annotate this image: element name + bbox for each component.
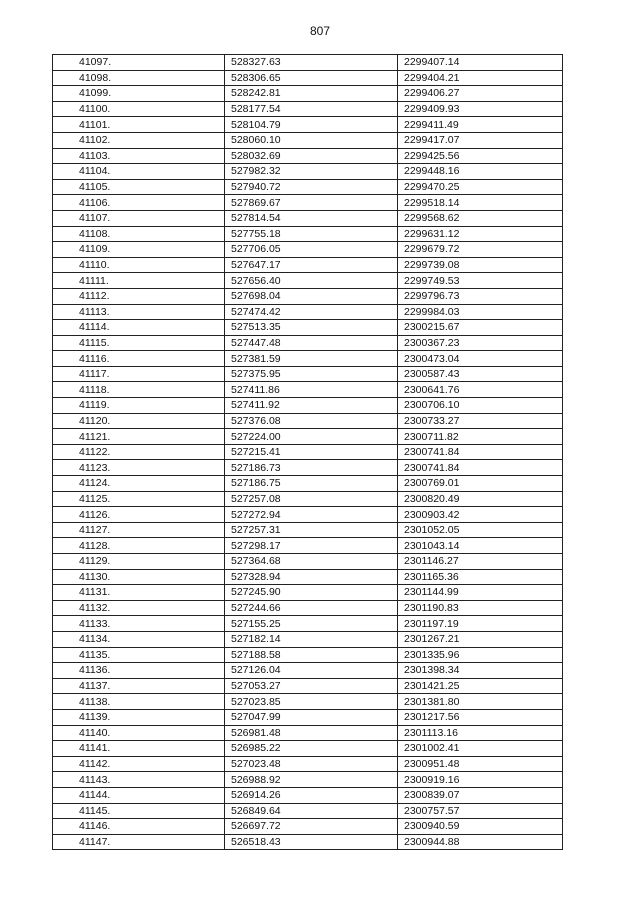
y-coordinate-cell: 2301197.19 — [398, 616, 563, 632]
point-number-cell: 41132. — [53, 600, 225, 616]
y-coordinate-cell: 2301398.34 — [398, 663, 563, 679]
page-number: 807 — [309, 24, 331, 38]
point-number-cell: 41106. — [53, 195, 225, 211]
x-coordinate-cell: 527186.75 — [225, 476, 398, 492]
x-coordinate-cell: 528306.65 — [225, 70, 398, 86]
y-coordinate-cell: 2301381.80 — [398, 694, 563, 710]
y-coordinate-cell: 2300919.16 — [398, 772, 563, 788]
x-coordinate-cell: 527328.94 — [225, 569, 398, 585]
y-coordinate-cell: 2299425.56 — [398, 148, 563, 164]
point-number-cell: 41104. — [53, 164, 225, 180]
table-row — [53, 631, 563, 647]
x-coordinate-cell: 527647.17 — [225, 257, 398, 273]
point-number-cell: 41141. — [53, 741, 225, 757]
x-coordinate-cell: 526849.64 — [225, 803, 398, 819]
x-coordinate-cell: 527215.41 — [225, 444, 398, 460]
x-coordinate-cell: 527375.95 — [225, 366, 398, 382]
table-row — [53, 164, 563, 180]
y-coordinate-cell: 2300706.10 — [398, 398, 563, 414]
x-coordinate-cell: 527474.42 — [225, 304, 398, 320]
y-coordinate-cell: 2300944.88 — [398, 834, 563, 850]
point-number-cell: 41143. — [53, 772, 225, 788]
x-coordinate-cell: 527047.99 — [225, 709, 398, 725]
point-number-cell: 41129. — [53, 554, 225, 570]
y-coordinate-cell: 2301267.21 — [398, 631, 563, 647]
y-coordinate-cell: 2300741.84 — [398, 460, 563, 476]
y-coordinate-cell: 2299411.49 — [398, 117, 563, 133]
coordinates-table — [52, 54, 563, 850]
x-coordinate-cell: 527155.25 — [225, 616, 398, 632]
x-coordinate-cell: 527298.17 — [225, 538, 398, 554]
point-number-cell: 41121. — [53, 429, 225, 445]
x-coordinate-cell: 527126.04 — [225, 663, 398, 679]
point-number-cell: 41124. — [53, 476, 225, 492]
y-coordinate-cell: 2301002.41 — [398, 741, 563, 757]
table-row — [53, 803, 563, 819]
point-number-cell: 41134. — [53, 631, 225, 647]
x-coordinate-cell: 527376.08 — [225, 413, 398, 429]
x-coordinate-cell: 528032.69 — [225, 148, 398, 164]
table-row — [53, 210, 563, 226]
y-coordinate-cell: 2299407.14 — [398, 55, 563, 71]
point-number-cell: 41117. — [53, 366, 225, 382]
point-number-cell: 41102. — [53, 132, 225, 148]
table-row — [53, 195, 563, 211]
point-number-cell: 41116. — [53, 351, 225, 367]
point-number-cell: 41120. — [53, 413, 225, 429]
point-number-cell: 41112. — [53, 288, 225, 304]
x-coordinate-cell: 527513.35 — [225, 320, 398, 336]
table-row — [53, 55, 563, 71]
point-number-cell: 41122. — [53, 444, 225, 460]
y-coordinate-cell: 2300769.01 — [398, 476, 563, 492]
x-coordinate-cell: 528177.54 — [225, 101, 398, 117]
y-coordinate-cell: 2300711.82 — [398, 429, 563, 445]
table-row — [53, 273, 563, 289]
table-row — [53, 616, 563, 632]
table-row — [53, 382, 563, 398]
x-coordinate-cell: 527224.00 — [225, 429, 398, 445]
point-number-cell: 41103. — [53, 148, 225, 164]
table-row — [53, 226, 563, 242]
x-coordinate-cell: 527182.14 — [225, 631, 398, 647]
x-coordinate-cell: 527411.92 — [225, 398, 398, 414]
x-coordinate-cell: 527698.04 — [225, 288, 398, 304]
point-number-cell: 41097. — [53, 55, 225, 71]
y-coordinate-cell: 2299631.12 — [398, 226, 563, 242]
point-number-cell: 41145. — [53, 803, 225, 819]
x-coordinate-cell: 527656.40 — [225, 273, 398, 289]
point-number-cell: 41109. — [53, 242, 225, 258]
x-coordinate-cell: 526985.22 — [225, 741, 398, 757]
table-row — [53, 101, 563, 117]
y-coordinate-cell: 2301146.27 — [398, 554, 563, 570]
y-coordinate-cell: 2301190.83 — [398, 600, 563, 616]
x-coordinate-cell: 528104.79 — [225, 117, 398, 133]
point-number-cell: 41128. — [53, 538, 225, 554]
table-row — [53, 304, 563, 320]
point-number-cell: 41113. — [53, 304, 225, 320]
y-coordinate-cell: 2301144.99 — [398, 585, 563, 601]
table-row — [53, 491, 563, 507]
point-number-cell: 41142. — [53, 756, 225, 772]
point-number-cell: 41110. — [53, 257, 225, 273]
x-coordinate-cell: 528327.63 — [225, 55, 398, 71]
coordinates-table-body — [53, 55, 563, 850]
point-number-cell: 41137. — [53, 678, 225, 694]
y-coordinate-cell: 2301043.14 — [398, 538, 563, 554]
y-coordinate-cell: 2301217.56 — [398, 709, 563, 725]
y-coordinate-cell: 2299470.25 — [398, 179, 563, 195]
y-coordinate-cell: 2299448.16 — [398, 164, 563, 180]
x-coordinate-cell: 526518.43 — [225, 834, 398, 850]
x-coordinate-cell: 528242.81 — [225, 86, 398, 102]
point-number-cell: 41144. — [53, 787, 225, 803]
x-coordinate-cell: 527053.27 — [225, 678, 398, 694]
table-row — [53, 678, 563, 694]
table-row — [53, 288, 563, 304]
x-coordinate-cell: 527755.18 — [225, 226, 398, 242]
point-number-cell: 41125. — [53, 491, 225, 507]
table-row — [53, 600, 563, 616]
y-coordinate-cell: 2299406.27 — [398, 86, 563, 102]
y-coordinate-cell: 2301052.05 — [398, 522, 563, 538]
x-coordinate-cell: 527706.05 — [225, 242, 398, 258]
table-row — [53, 787, 563, 803]
y-coordinate-cell: 2299518.14 — [398, 195, 563, 211]
point-number-cell: 41127. — [53, 522, 225, 538]
table-row — [53, 444, 563, 460]
x-coordinate-cell: 527188.58 — [225, 647, 398, 663]
table-row — [53, 366, 563, 382]
table-row — [53, 70, 563, 86]
x-coordinate-cell: 527257.31 — [225, 522, 398, 538]
x-coordinate-cell: 527982.32 — [225, 164, 398, 180]
table-row — [53, 132, 563, 148]
y-coordinate-cell: 2300757.57 — [398, 803, 563, 819]
point-number-cell: 41131. — [53, 585, 225, 601]
table-row — [53, 725, 563, 741]
y-coordinate-cell: 2300820.49 — [398, 491, 563, 507]
table-row — [53, 413, 563, 429]
y-coordinate-cell: 2300215.67 — [398, 320, 563, 336]
point-number-cell: 41098. — [53, 70, 225, 86]
point-number-cell: 41135. — [53, 647, 225, 663]
point-number-cell: 41099. — [53, 86, 225, 102]
y-coordinate-cell: 2299417.07 — [398, 132, 563, 148]
y-coordinate-cell: 2300903.42 — [398, 507, 563, 523]
y-coordinate-cell: 2301335.96 — [398, 647, 563, 663]
y-coordinate-cell: 2300940.59 — [398, 819, 563, 835]
point-number-cell: 41119. — [53, 398, 225, 414]
y-coordinate-cell: 2300951.48 — [398, 756, 563, 772]
table-row — [53, 741, 563, 757]
point-number-cell: 41105. — [53, 179, 225, 195]
point-number-cell: 41114. — [53, 320, 225, 336]
x-coordinate-cell: 527381.59 — [225, 351, 398, 367]
x-coordinate-cell: 527411.86 — [225, 382, 398, 398]
x-coordinate-cell: 527940.72 — [225, 179, 398, 195]
x-coordinate-cell: 527023.48 — [225, 756, 398, 772]
table-row — [53, 569, 563, 585]
table-row — [53, 819, 563, 835]
y-coordinate-cell: 2299568.62 — [398, 210, 563, 226]
x-coordinate-cell: 526914.26 — [225, 787, 398, 803]
table-row — [53, 756, 563, 772]
table-row — [53, 351, 563, 367]
y-coordinate-cell: 2300741.84 — [398, 444, 563, 460]
x-coordinate-cell: 527814.54 — [225, 210, 398, 226]
y-coordinate-cell: 2299984.03 — [398, 304, 563, 320]
table-row — [53, 694, 563, 710]
table-row — [53, 663, 563, 679]
table-row — [53, 460, 563, 476]
y-coordinate-cell: 2300473.04 — [398, 351, 563, 367]
table-row — [53, 538, 563, 554]
table-row — [53, 242, 563, 258]
table-row — [53, 179, 563, 195]
point-number-cell: 41147. — [53, 834, 225, 850]
table-row — [53, 522, 563, 538]
x-coordinate-cell: 527447.48 — [225, 335, 398, 351]
x-coordinate-cell: 527023.85 — [225, 694, 398, 710]
point-number-cell: 41133. — [53, 616, 225, 632]
x-coordinate-cell: 527272.94 — [225, 507, 398, 523]
table-row — [53, 585, 563, 601]
table-row — [53, 86, 563, 102]
x-coordinate-cell: 528060.10 — [225, 132, 398, 148]
y-coordinate-cell: 2299409.93 — [398, 101, 563, 117]
point-number-cell: 41126. — [53, 507, 225, 523]
y-coordinate-cell: 2299796.73 — [398, 288, 563, 304]
point-number-cell: 41146. — [53, 819, 225, 835]
y-coordinate-cell: 2299679.72 — [398, 242, 563, 258]
x-coordinate-cell: 527186.73 — [225, 460, 398, 476]
point-number-cell: 41107. — [53, 210, 225, 226]
y-coordinate-cell: 2300733.27 — [398, 413, 563, 429]
y-coordinate-cell: 2301113.16 — [398, 725, 563, 741]
table-row — [53, 398, 563, 414]
point-number-cell: 41130. — [53, 569, 225, 585]
point-number-cell: 41139. — [53, 709, 225, 725]
point-number-cell: 41108. — [53, 226, 225, 242]
point-number-cell: 41111. — [53, 273, 225, 289]
point-number-cell: 41101. — [53, 117, 225, 133]
x-coordinate-cell: 526697.72 — [225, 819, 398, 835]
x-coordinate-cell: 527869.67 — [225, 195, 398, 211]
x-coordinate-cell: 527245.90 — [225, 585, 398, 601]
table-row — [53, 507, 563, 523]
point-number-cell: 41118. — [53, 382, 225, 398]
point-number-cell: 41115. — [53, 335, 225, 351]
y-coordinate-cell: 2299404.21 — [398, 70, 563, 86]
table-row — [53, 476, 563, 492]
x-coordinate-cell: 526981.48 — [225, 725, 398, 741]
y-coordinate-cell: 2301421.25 — [398, 678, 563, 694]
y-coordinate-cell: 2300641.76 — [398, 382, 563, 398]
y-coordinate-cell: 2299749.53 — [398, 273, 563, 289]
y-coordinate-cell: 2299739.08 — [398, 257, 563, 273]
x-coordinate-cell: 526988.92 — [225, 772, 398, 788]
point-number-cell: 41140. — [53, 725, 225, 741]
point-number-cell: 41100. — [53, 101, 225, 117]
x-coordinate-cell: 527244.66 — [225, 600, 398, 616]
point-number-cell: 41136. — [53, 663, 225, 679]
table-row — [53, 709, 563, 725]
table-row — [53, 320, 563, 336]
y-coordinate-cell: 2300587.43 — [398, 366, 563, 382]
y-coordinate-cell: 2300367.23 — [398, 335, 563, 351]
y-coordinate-cell: 2301165.36 — [398, 569, 563, 585]
table-row — [53, 554, 563, 570]
table-row — [53, 148, 563, 164]
table-row — [53, 834, 563, 850]
table-row — [53, 257, 563, 273]
point-number-cell: 41138. — [53, 694, 225, 710]
table-row — [53, 647, 563, 663]
table-row — [53, 429, 563, 445]
x-coordinate-cell: 527364.68 — [225, 554, 398, 570]
y-coordinate-cell: 2300839.07 — [398, 787, 563, 803]
table-row — [53, 117, 563, 133]
point-number-cell: 41123. — [53, 460, 225, 476]
x-coordinate-cell: 527257.08 — [225, 491, 398, 507]
table-row — [53, 772, 563, 788]
table-row — [53, 335, 563, 351]
